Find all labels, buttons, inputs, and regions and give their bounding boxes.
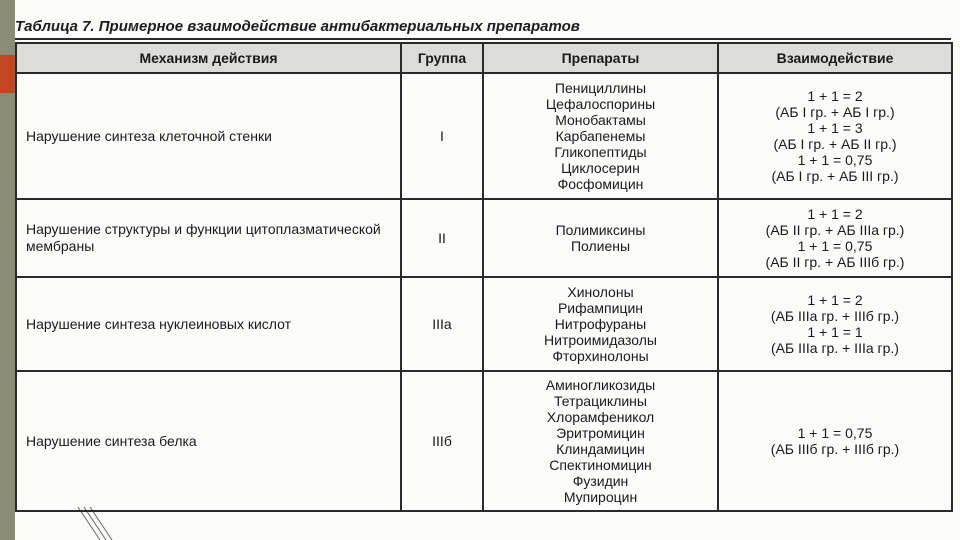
- antibacterial-interaction-table: [15, 42, 953, 512]
- interaction-line: 1 + 1 = 0,75: [797, 425, 873, 441]
- drug-item: Хлорамфеникол: [546, 409, 655, 425]
- drug-item: Циклосерин: [561, 160, 640, 176]
- mechanism-cell: Нарушение синтеза белка: [16, 371, 401, 511]
- header-interaction: Взаимодействие: [718, 43, 952, 73]
- drug-item: Монобактамы: [555, 112, 646, 128]
- drug-item: Карбапенемы: [555, 128, 646, 144]
- drug-item: Полимиксины: [555, 222, 646, 238]
- interaction-line: (АБ II гр. + АБ IIIа гр.): [765, 222, 905, 238]
- interaction-line: (АБ IIIа гр. + IIIа гр.): [771, 340, 899, 356]
- drugs-cell: [483, 371, 718, 511]
- title-rule: [15, 38, 951, 40]
- table-row: [16, 73, 952, 199]
- interaction-cell: [718, 199, 952, 277]
- drug-item: Рифампицин: [557, 300, 644, 316]
- drugs-cell: [483, 73, 718, 199]
- mechanism-cell: Нарушение синтеза клеточной стенки: [16, 73, 401, 199]
- interaction-cell: [718, 371, 952, 511]
- table-row: [16, 199, 952, 277]
- drug-item: Спектиномицин: [549, 457, 652, 473]
- drug-item: Нитрофураны: [554, 316, 647, 332]
- drugs-cell: [483, 199, 718, 277]
- interaction-line: (АБ I гр. + АБ II гр.): [773, 136, 897, 152]
- interaction-line: 1 + 1 = 2: [807, 88, 863, 104]
- slide-accent-marker: [0, 55, 15, 93]
- drug-item: Мупироцин: [563, 489, 638, 505]
- drug-item: Фосфомицин: [557, 176, 644, 192]
- drug-item: Тетрациклины: [554, 393, 647, 409]
- interaction-line: (АБ IIIб гр. + IIIб гр.): [770, 441, 900, 457]
- interaction-line: 1 + 1 = 1: [807, 324, 863, 340]
- interaction-line: (АБ IIIа гр. + IIIб гр.): [770, 308, 900, 324]
- drug-item: Аминогликозиды: [545, 377, 656, 393]
- interaction-cell: [718, 73, 952, 199]
- interaction-line: 1 + 1 = 0,75: [797, 238, 873, 254]
- mechanism-cell: Нарушение структуры и функции цитоплазматической мембраны: [16, 199, 401, 277]
- interaction-line: 1 + 1 = 2: [807, 206, 863, 222]
- interaction-line: 1 + 1 = 0,75: [797, 152, 873, 168]
- header-row: [16, 43, 952, 73]
- drug-item: Клиндамицин: [556, 441, 645, 457]
- drug-item: Фторхинолоны: [552, 348, 649, 364]
- interaction-line: (АБ II гр. + АБ IIIб гр.): [765, 254, 905, 270]
- group-cell: IIIа: [401, 277, 483, 371]
- drug-item: Фузидин: [572, 473, 629, 489]
- drug-item: Полиены: [570, 238, 631, 254]
- table-row: [16, 371, 952, 511]
- header-mechanism: Механизм действия: [16, 43, 401, 73]
- drug-item: Нитроимидазолы: [544, 332, 657, 348]
- group-cell: IIIб: [401, 371, 483, 511]
- mechanism-cell: Нарушение синтеза нуклеиновых кислот: [16, 277, 401, 371]
- group-cell: II: [401, 199, 483, 277]
- drug-item: Эритромицин: [556, 425, 645, 441]
- drug-item: Пенициллины: [554, 80, 647, 96]
- interaction-cell: [718, 277, 952, 371]
- interaction-line: (АБ I гр. + АБ I гр.): [775, 104, 895, 120]
- interaction-line: (АБ I гр. + АБ III гр.): [771, 168, 899, 184]
- group-cell: I: [401, 73, 483, 199]
- drugs-cell: [483, 277, 718, 371]
- table-row: [16, 277, 952, 371]
- drug-item: Цефалоспорины: [545, 96, 656, 112]
- interaction-line: 1 + 1 = 2: [807, 292, 863, 308]
- drug-item: Хинолоны: [567, 284, 634, 300]
- interaction-line: 1 + 1 = 3: [807, 120, 863, 136]
- table-title: Таблица 7. Примерное взаимодействие антибактериальных препаратов: [15, 18, 580, 35]
- header-drugs: Препараты: [483, 43, 718, 73]
- header-group: Группа: [401, 43, 483, 73]
- drug-item: Гликопептиды: [554, 144, 647, 160]
